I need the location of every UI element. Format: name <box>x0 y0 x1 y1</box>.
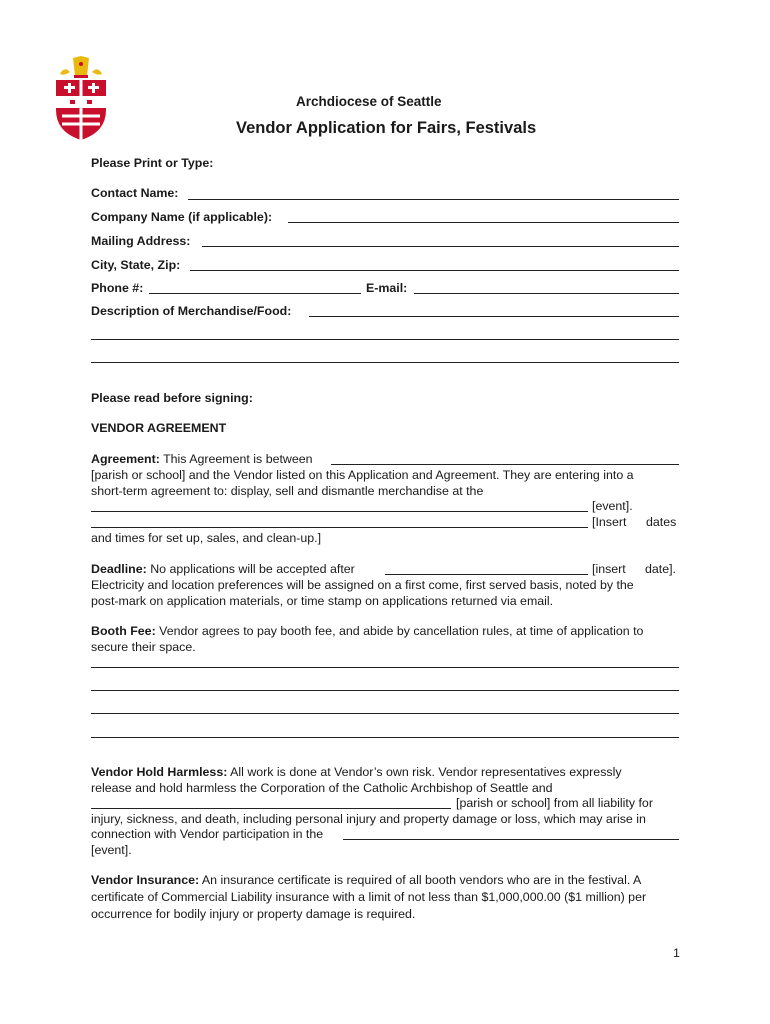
agreement-text: This Agreement is between <box>163 452 313 466</box>
insurance-line-3: occurrence for bodily injury or property damage is required. <box>91 907 416 921</box>
archdiocese-crest-icon <box>50 56 112 142</box>
booth-fee-field[interactable] <box>91 690 679 691</box>
city-state-zip-field[interactable] <box>190 270 679 271</box>
description-field[interactable] <box>309 316 679 317</box>
organization-name: Archdiocese of Seattle <box>296 94 442 109</box>
agreement-line-2: [parish or school] and the Vendor listed on this Application and Agreement. They are entering into a <box>91 468 634 482</box>
agreement-label: Agreement: <box>91 452 160 466</box>
city-state-zip-label: City, State, Zip: <box>91 258 181 272</box>
hold-harmless-line-4: connection with Vendor participation in the <box>91 827 324 841</box>
booth-fee-label: Booth Fee: <box>91 624 156 638</box>
email-label: E-mail: <box>366 281 408 295</box>
mailing-address-field[interactable] <box>202 246 679 247</box>
date-tag: date]. <box>645 562 677 576</box>
company-name-field[interactable] <box>288 222 679 223</box>
deadline-text: No applications will be accepted after <box>150 562 355 576</box>
page-title: Vendor Application for Fairs, Festivals <box>236 119 537 137</box>
company-name-label: Company Name (if applicable): <box>91 210 273 224</box>
agreement-line-3: short-term agreement to: display, sell and dismantle merchandise at the <box>91 484 484 498</box>
phone-label: Phone #: <box>91 281 144 295</box>
deadline-label: Deadline: <box>91 562 147 576</box>
vendor-agreement-heading: VENDOR AGREEMENT <box>91 421 227 435</box>
dates-field[interactable] <box>91 527 588 528</box>
deadline-line-3: post-mark on application materials, or time stamp on applications returned via email. <box>91 594 554 608</box>
description-label: Description of Merchandise/Food: <box>91 304 292 318</box>
dates-tag: dates <box>646 515 677 529</box>
phone-field[interactable] <box>149 293 361 294</box>
agreement-line-1 <box>91 451 313 467</box>
hold-harmless-label: Vendor Hold Harmless: <box>91 765 228 779</box>
hold-harmless-tag: [parish or school] from all liability for <box>456 796 653 810</box>
print-instruction: Please Print or Type: <box>91 156 214 170</box>
hold-harmless-line-2: release and hold harmless the Corporation of the Catholic Archbishop of Seattle and <box>91 781 553 795</box>
contact-name-label: Contact Name: <box>91 186 179 200</box>
insurance-line-1 <box>91 872 641 888</box>
agreement-line-4: and times for set up, sales, and clean-up.] <box>91 531 322 545</box>
insurance-label: Vendor Insurance: <box>91 873 200 887</box>
deadline-date-field[interactable] <box>385 574 588 575</box>
hold-harmless-line-5: [event]. <box>91 843 132 857</box>
event-tag: [event]. <box>592 499 633 513</box>
contact-name-field[interactable] <box>188 199 679 200</box>
booth-fee-field[interactable] <box>91 667 679 668</box>
insurance-text: An insurance certificate is required of all booth vendors who are in the festival. A <box>201 873 642 887</box>
parish-field[interactable] <box>331 464 679 465</box>
event-field[interactable] <box>91 511 588 512</box>
harmless-parish-field[interactable] <box>91 808 451 809</box>
page-number: 1 <box>673 946 680 960</box>
insurance-line-2: certificate of Commercial Liability insurance with a limit of not less than $1,000,000.00 ($1 million) per <box>91 890 647 904</box>
booth-fee-field[interactable] <box>91 737 679 738</box>
insert-tag: [Insert <box>592 515 627 529</box>
email-field[interactable] <box>414 293 679 294</box>
booth-fee-line-2: secure their space. <box>91 640 196 654</box>
harmless-event-field[interactable] <box>343 839 679 840</box>
deadline-line-1 <box>91 561 355 577</box>
insert-date-tag: [insert <box>592 562 626 576</box>
booth-fee-field[interactable] <box>91 713 679 714</box>
read-before-signing: Please read before signing: <box>91 391 253 405</box>
booth-fee-text: Vendor agrees to pay booth fee, and abide by cancellation rules, at time of application to <box>159 624 644 638</box>
hold-harmless-line-3: injury, sickness, and death, including personal injury and property damage or loss, which may arise in <box>91 812 646 826</box>
booth-fee-line-1 <box>91 623 643 639</box>
description-field-line[interactable] <box>91 362 679 363</box>
hold-harmless-line-1 <box>91 764 622 780</box>
hold-harmless-text: All work is done at Vendor’s own risk. Vendor representatives expressly <box>230 765 622 779</box>
deadline-line-2: Electricity and location preferences will be assigned on a first come, first served basis, noted by the <box>91 578 634 592</box>
description-field-line[interactable] <box>91 339 679 340</box>
mailing-address-label: Mailing Address: <box>91 234 191 248</box>
